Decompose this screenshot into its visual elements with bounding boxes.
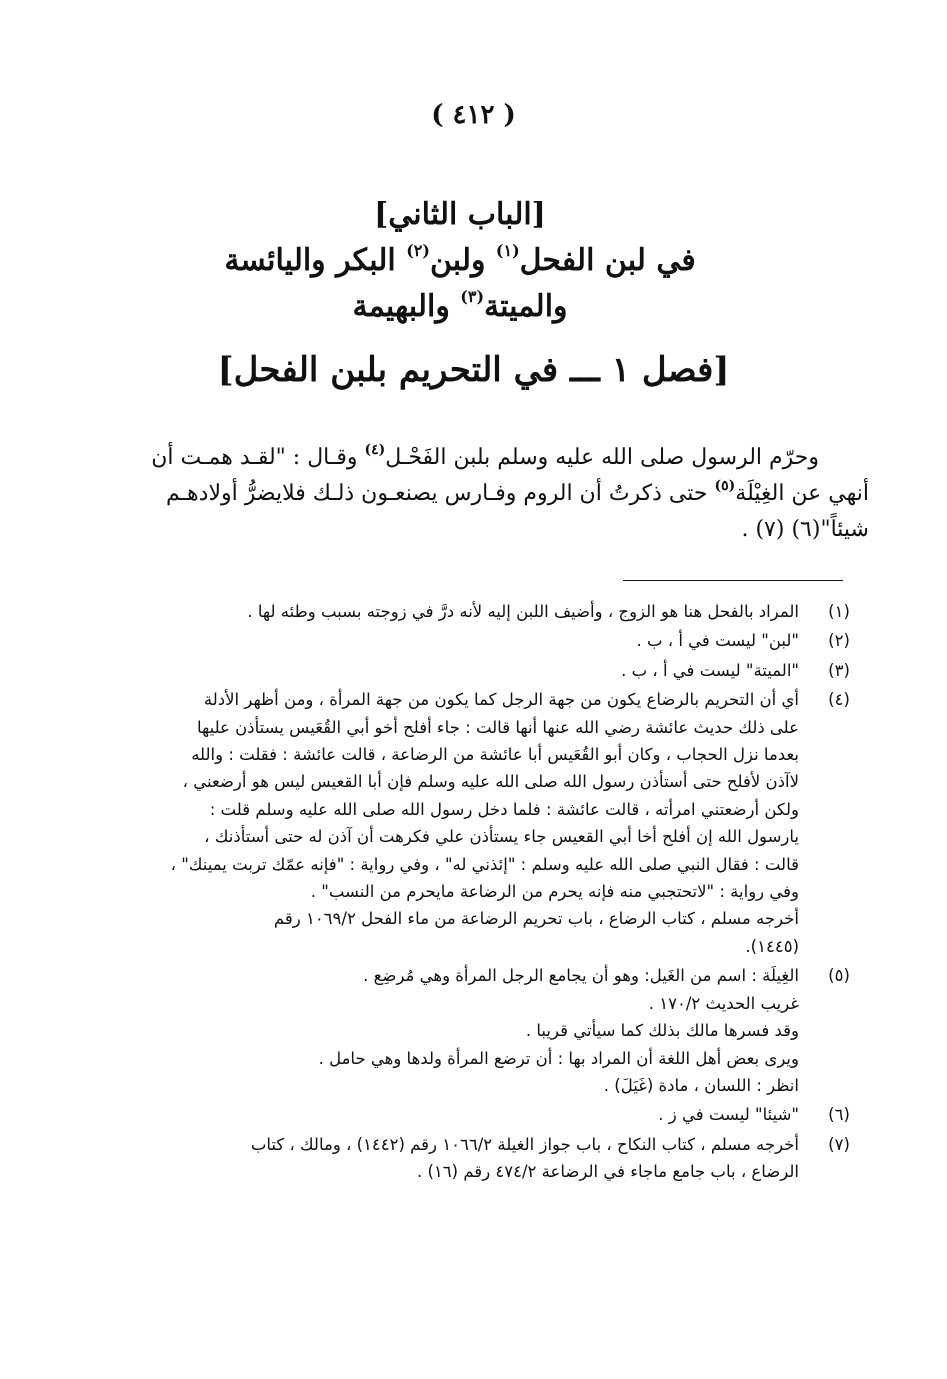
- footnote-ref: (٢): [406, 241, 430, 260]
- footnote-line: قالت : فقال النبي صلى الله عليه وسلم : "إئذني له" ، وفي رواية : "فإنه عمّك تربت يمينك" ،: [170, 854, 799, 874]
- footnote-line: الغِيلَة : اسم من الغَيل: وهو أن يجامع الرجل المرأة وهي مُرضِع .: [363, 966, 799, 986]
- body-line: [79, 440, 869, 476]
- footnote-separator: [623, 580, 843, 581]
- footnote-item: [79, 598, 869, 625]
- footnote-line: وقد فسرها مالك بذلك كما سيأتي قريبا .: [525, 1021, 799, 1041]
- footnote-line: الرضاع ، باب جامع ماجاء في الرضاعة ٤٧٤/٢ رقم (١٦) .: [416, 1162, 799, 1182]
- footnote-line: ويرى بعض أهل اللغة أن المراد بها : أن ترضع المرأة ولدها وهي حامل .: [318, 1048, 799, 1068]
- chapter-title-line-2: [150, 284, 770, 330]
- footnote-number: (٢): [828, 631, 850, 651]
- footnote-line: وفي رواية : "لاتحتجبي منه فإنه يحرم من الرضاعة مايحرم من النسب" .: [310, 882, 799, 902]
- footnote-number: (٣): [828, 660, 850, 680]
- chapter-label: [الباب الثاني]: [374, 197, 546, 232]
- footnote-line: بعدما نزل الحجاب ، وكان أبو القُعَيس أبا عائشة من الرضاعة ، قالت عائشة : فقلت : والله: [191, 745, 799, 765]
- footnote-item: [79, 962, 869, 1099]
- footnote-ref: (١): [495, 241, 520, 260]
- page-number: ( ٤١٢ ): [431, 100, 516, 130]
- body-text-run: حتى ذكرتُ أن الروم وفـارس يصنعـون ذلـك فلايضرُّ أولادهـم: [165, 481, 715, 506]
- chapter-title-text: والبهيمة: [352, 289, 461, 324]
- footnote-line: "الميتة" ليست في أ ، ب .: [621, 660, 799, 680]
- footnote-line: على ذلك حديث عائشة رضي الله عنها أنها قالت : جاء أفلح أخو أبي القُعَيس يستأذن عليها: [196, 717, 799, 737]
- footnote-line: يارسول الله إن أفلح أخا أبي القعيس جاء يستأذن علي فكرهت أن آذن له حتى أستأذنك ،: [204, 827, 799, 847]
- footnote-item: [79, 627, 869, 654]
- body-paragraph: [79, 440, 869, 548]
- chapter-title-text: البكر واليائسة: [224, 243, 407, 278]
- footnote-line: انظر : اللسان ، مادة (غَيَلَ) .: [603, 1075, 799, 1095]
- body-line: [79, 476, 869, 512]
- footnote-line: غريب الحديث ١٧٠/٢ .: [648, 993, 799, 1013]
- footnote-line: لاآذن لأفلح حتى أستأذن رسول الله صلى الله عليه وسلم فإن أبا القعيس ليس هو أرضعني ،: [182, 772, 799, 792]
- footnote-ref: (٥): [714, 478, 736, 494]
- footnote-line: أخرجه مسلم ، كتاب النكاح ، باب جواز الغيلة ١٠٦٦/٢ رقم (١٤٤٢) ، ومالك ، كتاب: [250, 1134, 799, 1154]
- footnote-number: (٦): [828, 1105, 850, 1125]
- footnote-item: [79, 686, 869, 960]
- footnote-number: (٥): [828, 966, 850, 986]
- footnote-line: أخرجه مسلم ، كتاب الرضاع ، باب تحريم الرضاعة من ماء الفحل ١٠٦٩/٢ رقم: [273, 909, 799, 929]
- footnote-ref: (٤): [364, 442, 386, 458]
- footnote-number: (٧): [828, 1134, 850, 1154]
- chapter-heading: [150, 192, 770, 330]
- chapter-title-text: في لبن الفحل: [519, 243, 696, 278]
- footnote-line: المراد بالفحل هنا هو الزوج ، وأضيف اللبن إليه لأنه درَّ في زوجته بسبب وطئه لها .: [247, 602, 799, 621]
- footnote-line: "شيئا" ليست في ز .: [658, 1105, 799, 1125]
- footnote-line: أي أن التحريم بالرضاع يكون من جهة الرجل كما يكون من جهة المرأة ، ومن أظهر الأدلة: [203, 690, 799, 710]
- chapter-title-text: ولبن: [429, 243, 496, 278]
- footnote-number: (٤): [828, 690, 850, 710]
- footnote-line: ولكن أرضعتني امرأته ، قالت عائشة : فلما دخل رسول الله صلى الله عليه وسلم قلت :: [209, 799, 799, 819]
- footnote-ref: (٣): [460, 287, 485, 306]
- footnote-item: [79, 1101, 869, 1128]
- body-text-run: وقـال : "لقـد همـت أن: [151, 445, 365, 470]
- chapter-title-line-1: [150, 238, 770, 284]
- body-text-run: أنهي عن الغِيْلَة: [735, 481, 869, 506]
- footnotes-list: [79, 598, 869, 1188]
- footnote-item: [79, 657, 869, 684]
- body-text-run: وحرّم الرسول صلى الله عليه وسلم بلبن الفَحْـل: [385, 445, 819, 470]
- footnote-line: (١٤٤٥).: [745, 936, 799, 956]
- chapter-title-text: والميتة: [484, 289, 568, 324]
- section-title: [فصل ١ ـــ في التحريم بلبن الفحل]: [217, 350, 730, 390]
- body-line: شيئاً"(٦) (٧) .: [741, 517, 869, 542]
- footnote-line: "لبن" ليست في أ ، ب .: [636, 631, 799, 651]
- footnote-item: [79, 1131, 869, 1186]
- footnote-number: (١): [828, 602, 850, 621]
